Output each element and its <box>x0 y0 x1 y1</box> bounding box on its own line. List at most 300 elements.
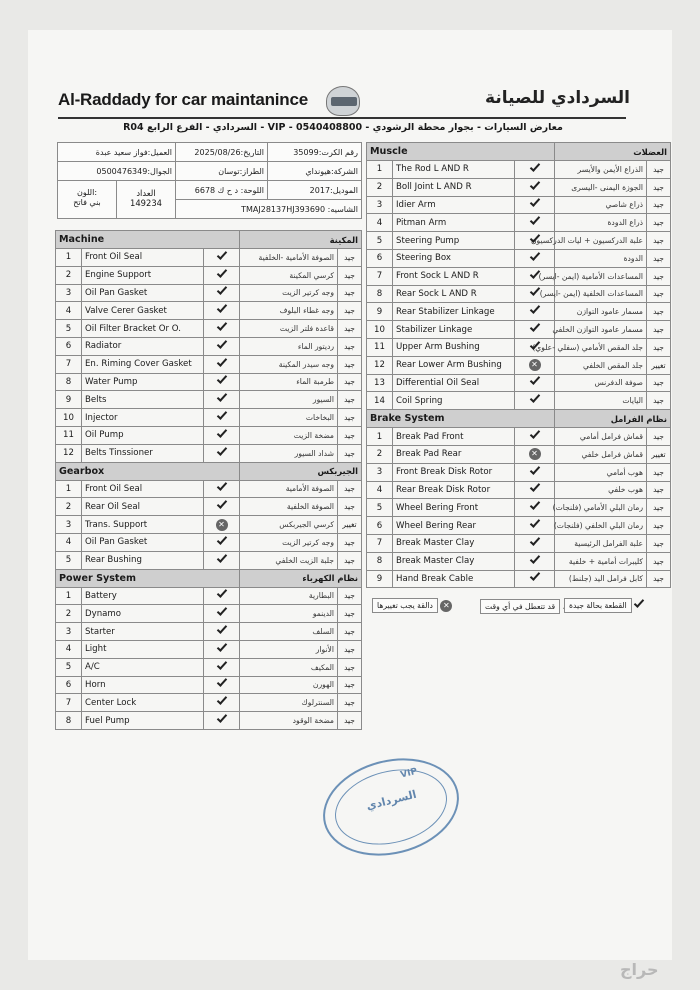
item-name-arabic: جلد المقص الخلفي <box>555 356 647 374</box>
condition-mark <box>515 481 555 499</box>
item-name: Rear Stabilizer Linkage <box>393 303 515 321</box>
condition-mark <box>204 658 240 676</box>
check-icon <box>216 338 226 349</box>
status-label: جيد <box>647 196 671 214</box>
condition-mark <box>204 284 240 302</box>
item-name: Differential Oil Seal <box>393 374 515 392</box>
condition-mark <box>515 570 555 588</box>
item-name-arabic: رديتور الماء <box>240 337 338 355</box>
company-stamp: VIP السردادي <box>313 745 470 870</box>
x-icon: ✕ <box>440 600 452 612</box>
item-name: En. Riming Cover Gasket <box>82 355 204 373</box>
condition-mark <box>515 321 555 339</box>
section-title-arabic: العضلات <box>555 143 671 161</box>
row-number: 8 <box>56 712 82 730</box>
row-number: 7 <box>367 267 393 285</box>
status-label: جيد <box>338 676 362 694</box>
condition-mark <box>204 320 240 338</box>
item-name: Light <box>82 640 204 658</box>
section-header <box>367 143 671 161</box>
check-icon <box>216 356 226 367</box>
checklist-row <box>56 605 362 623</box>
status-label: جيد <box>647 232 671 250</box>
item-name: Wheel Bering Front <box>393 499 515 517</box>
checklist-row <box>367 499 671 517</box>
row-number: 13 <box>367 374 393 392</box>
header-divider <box>58 117 626 119</box>
checklist-row <box>367 303 671 321</box>
status-label: جيد <box>647 338 671 356</box>
row-number: 1 <box>367 161 393 179</box>
item-name: Front Sock L AND R <box>393 267 515 285</box>
item-name-arabic: قماش فرامل أمامي <box>555 428 647 446</box>
row-number: 10 <box>56 409 82 427</box>
condition-mark <box>204 605 240 623</box>
checklist-row <box>367 249 671 267</box>
item-name: Trans. Support <box>82 516 204 534</box>
row-number: 14 <box>367 392 393 410</box>
check-icon <box>634 597 644 608</box>
checklist-row <box>367 196 671 214</box>
item-name-arabic: المساعدات الخلفية (ايمن -ايسر) <box>555 285 647 303</box>
x-icon: ✕ <box>529 448 541 460</box>
condition-mark <box>515 463 555 481</box>
check-icon <box>216 481 226 492</box>
checklist-row <box>367 178 671 196</box>
condition-mark <box>204 551 240 569</box>
checklist-row <box>367 517 671 535</box>
checklist-row <box>56 712 362 730</box>
condition-mark <box>204 712 240 730</box>
condition-mark <box>204 516 240 534</box>
status-label: جيد <box>647 428 671 446</box>
item-name-arabic: هوب أمامي <box>555 463 647 481</box>
checklist-row <box>367 214 671 232</box>
item-name: Hand Break Cable <box>393 570 515 588</box>
condition-mark <box>515 534 555 552</box>
section-header <box>56 231 362 249</box>
status-label: جيد <box>647 178 671 196</box>
section-header <box>56 462 362 480</box>
row-number: 9 <box>56 391 82 409</box>
item-name: Starter <box>82 623 204 641</box>
item-name: Rear Break Disk Rotor <box>393 481 515 499</box>
checklist-row <box>367 161 671 179</box>
checklist-row <box>367 232 671 250</box>
legend-may-fail: قد تتعطل في أي وقت <box>480 598 575 620</box>
status-label: جيد <box>338 480 362 498</box>
row-number: 1 <box>56 587 82 605</box>
status-legend <box>368 598 658 620</box>
branch-address: R04 السردادي - الفرع الرابع - VIP - معارض السيارات - بجوار محطة الرشودي - 0540408800 <box>123 122 563 133</box>
status-label: جيد <box>647 374 671 392</box>
item-name-arabic: الدينمو <box>240 605 338 623</box>
item-name: Front Oil Seal <box>82 480 204 498</box>
item-name: Break Pad Front <box>393 428 515 446</box>
condition-mark <box>204 480 240 498</box>
checklist-row <box>56 302 362 320</box>
item-name: Center Lock <box>82 694 204 712</box>
customer-name: العميل:فواز سعيد عبدة <box>58 143 176 162</box>
checklist-row <box>56 480 362 498</box>
status-label: جيد <box>338 587 362 605</box>
checklist-row <box>56 391 362 409</box>
status-label: جيد <box>338 266 362 284</box>
condition-mark <box>204 676 240 694</box>
status-label: جيد <box>338 498 362 516</box>
check-icon <box>216 694 226 705</box>
model-year: الموديل:2017 <box>268 181 362 200</box>
status-label: جيد <box>647 392 671 410</box>
card-number: رقم الكرت:35099 <box>268 143 362 162</box>
item-name-arabic: الصوفة الأمامية -الخلفية <box>240 249 338 267</box>
vin-number: TMAJ28137HJ393690 :الشاسيه <box>176 200 362 219</box>
check-icon <box>216 659 226 670</box>
section-title-arabic: نظام الفرامل <box>555 410 671 428</box>
row-number: 2 <box>56 605 82 623</box>
item-name: Dynamo <box>82 605 204 623</box>
item-name: Battery <box>82 587 204 605</box>
row-number: 7 <box>367 534 393 552</box>
item-name: A/C <box>82 658 204 676</box>
row-number: 4 <box>367 214 393 232</box>
checklist-row <box>56 284 362 302</box>
row-number: 8 <box>367 285 393 303</box>
item-name-arabic: قاعدة فلتر الزيت <box>240 320 338 338</box>
item-name-arabic: طرمبة الماء <box>240 373 338 391</box>
brand-name-arabic: السردادي للصيانة <box>485 88 630 108</box>
row-number: 8 <box>367 552 393 570</box>
row-number: 6 <box>56 676 82 694</box>
item-name: Pitman Arm <box>393 214 515 232</box>
status-label: جيد <box>647 499 671 517</box>
condition-mark <box>204 373 240 391</box>
check-icon <box>529 571 539 582</box>
check-icon <box>216 320 226 331</box>
row-number: 3 <box>56 284 82 302</box>
item-name: Front Oil Seal <box>82 249 204 267</box>
check-icon <box>529 375 539 386</box>
inspection-date: التاريخ:2025/08/26 <box>176 143 268 162</box>
x-icon: ✕ <box>529 359 541 371</box>
condition-mark <box>515 303 555 321</box>
status-label: جيد <box>647 249 671 267</box>
item-name: Fuel Pump <box>82 712 204 730</box>
check-icon <box>216 445 226 456</box>
checklist-row <box>56 249 362 267</box>
condition-mark <box>204 266 240 284</box>
checklist-row <box>367 428 671 446</box>
checklist-row <box>367 392 671 410</box>
condition-mark <box>204 302 240 320</box>
right-checklist-table <box>366 142 671 588</box>
row-number: 6 <box>56 337 82 355</box>
row-number: 11 <box>367 338 393 356</box>
item-name-arabic: البطارية <box>240 587 338 605</box>
condition-mark <box>204 694 240 712</box>
row-number: 3 <box>367 463 393 481</box>
checklist-row <box>56 266 362 284</box>
row-number: 5 <box>56 551 82 569</box>
check-icon <box>529 482 539 493</box>
condition-mark <box>515 196 555 214</box>
status-label: جيد <box>647 321 671 339</box>
status-label: جيد <box>647 570 671 588</box>
checklist-row <box>56 694 362 712</box>
check-icon <box>216 641 226 652</box>
legend-good: القطعة بحالة جيدة <box>564 598 644 620</box>
row-number: 3 <box>56 623 82 641</box>
item-name-arabic: شداد السيور <box>240 444 338 462</box>
item-name: The Rod L AND R <box>393 161 515 179</box>
row-number: 2 <box>367 178 393 196</box>
row-number: 4 <box>56 302 82 320</box>
condition-mark <box>515 178 555 196</box>
condition-mark <box>204 587 240 605</box>
item-name-arabic: وجه كرتير الزيت <box>240 533 338 551</box>
brand-name-english: Al-Raddady for car maintanince <box>58 90 309 109</box>
section-title-arabic: الجيربكس <box>240 462 362 480</box>
status-label: جيد <box>338 426 362 444</box>
item-name-arabic: علبة الفرامل الرئيسية <box>555 534 647 552</box>
row-number: 5 <box>367 232 393 250</box>
condition-mark <box>515 249 555 267</box>
item-name-arabic: المساعدات الأمامية (ايمن -ايسر) <box>555 267 647 285</box>
checklist-row <box>367 338 671 356</box>
check-icon <box>216 588 226 599</box>
checklist-row <box>367 552 671 570</box>
condition-mark <box>515 552 555 570</box>
item-name-arabic: وجه سيدر المكينة <box>240 355 338 373</box>
item-name: Break Master Clay <box>393 534 515 552</box>
condition-mark <box>204 623 240 641</box>
section-title: Power System <box>56 569 240 587</box>
item-name-arabic: المكيف <box>240 658 338 676</box>
check-icon <box>529 197 539 208</box>
item-name-arabic: ذراع شاصي <box>555 196 647 214</box>
condition-mark <box>515 161 555 179</box>
item-name: Steering Pump <box>393 232 515 250</box>
vehicle-color: بني فاتح <box>73 198 101 207</box>
customer-mobile: الجوال:0500476349 <box>58 162 176 181</box>
checklist-row <box>367 374 671 392</box>
item-name: Coil Spring <box>393 392 515 410</box>
checklist-row <box>56 373 362 391</box>
checklist-row <box>56 676 362 694</box>
checklist-row <box>56 533 362 551</box>
vehicle-info-table <box>57 142 362 219</box>
check-icon <box>529 161 539 172</box>
check-icon <box>529 214 539 225</box>
checklist-row <box>367 267 671 285</box>
status-label: تغيير <box>647 356 671 374</box>
status-label: جيد <box>338 284 362 302</box>
item-name: Oil Pan Gasket <box>82 284 204 302</box>
check-icon <box>529 464 539 475</box>
status-label: جيد <box>338 409 362 427</box>
row-number: 6 <box>367 517 393 535</box>
vehicle-model: الطراز:توسان <box>176 162 268 181</box>
item-name-arabic: وجه غطاء البلوف <box>240 302 338 320</box>
item-name: Injector <box>82 409 204 427</box>
left-checklist-table <box>55 230 362 730</box>
item-name-arabic: قماش فرامل خلفي <box>555 445 647 463</box>
status-label: جيد <box>338 712 362 730</box>
check-icon <box>216 498 226 509</box>
item-name: Steering Box <box>393 249 515 267</box>
item-name-arabic: الصوفة الخلفية <box>240 498 338 516</box>
condition-mark <box>204 426 240 444</box>
item-name-arabic: كرسي المكينة <box>240 266 338 284</box>
condition-mark <box>515 517 555 535</box>
item-name: Idier Arm <box>393 196 515 214</box>
item-name-arabic: الجوزة اليمنى -اليسرى <box>555 178 647 196</box>
item-name-arabic: الدودة <box>555 249 647 267</box>
item-name-arabic: السيور <box>240 391 338 409</box>
row-number: 1 <box>367 428 393 446</box>
brand-logo-icon <box>326 86 360 116</box>
row-number: 2 <box>56 266 82 284</box>
item-name: Upper Arm Bushing <box>393 338 515 356</box>
status-label: جيد <box>338 444 362 462</box>
check-icon <box>216 267 226 278</box>
status-label: جيد <box>338 337 362 355</box>
section-title: Muscle <box>367 143 555 161</box>
checklist-row <box>56 337 362 355</box>
item-name: Engine Support <box>82 266 204 284</box>
item-name: Oil Pump <box>82 426 204 444</box>
row-number: 1 <box>56 480 82 498</box>
checklist-row <box>367 534 671 552</box>
item-name-arabic: علبة الدركسيون + ليات الدركسيون <box>555 232 647 250</box>
checklist-row <box>367 445 671 463</box>
status-label: جيد <box>338 373 362 391</box>
checklist-row <box>56 426 362 444</box>
item-name-arabic: السنترلوك <box>240 694 338 712</box>
item-name-arabic: مضخة الوقود <box>240 712 338 730</box>
row-number: 9 <box>367 303 393 321</box>
status-label: جيد <box>338 302 362 320</box>
checklist-row <box>367 285 671 303</box>
condition-mark <box>204 409 240 427</box>
item-name-arabic: جلبة الزيت الخلفي <box>240 551 338 569</box>
item-name-arabic: البخاخات <box>240 409 338 427</box>
item-name: Horn <box>82 676 204 694</box>
section-header <box>56 569 362 587</box>
status-label: جيد <box>338 623 362 641</box>
checklist-row <box>367 481 671 499</box>
row-number: 5 <box>56 658 82 676</box>
status-label: جيد <box>647 517 671 535</box>
check-icon <box>529 428 539 439</box>
check-icon <box>216 302 226 313</box>
check-icon <box>216 712 226 723</box>
status-label: جيد <box>338 249 362 267</box>
check-icon <box>529 250 539 261</box>
checklist-row <box>56 587 362 605</box>
row-number: 7 <box>56 694 82 712</box>
item-name-arabic: ذراع الدودة <box>555 214 647 232</box>
odometer-color-cell <box>58 181 176 219</box>
condition-mark <box>515 428 555 446</box>
item-name: Boll Joint L AND R <box>393 178 515 196</box>
status-label: جيد <box>338 551 362 569</box>
item-name-arabic: مسمار عامود التوازن الخلفي <box>555 321 647 339</box>
status-label: جيد <box>647 463 671 481</box>
condition-mark <box>204 391 240 409</box>
status-label: جيد <box>647 267 671 285</box>
item-name-arabic: اليايات <box>555 392 647 410</box>
checklist-row <box>56 498 362 516</box>
odometer-label: العداد <box>136 188 156 198</box>
checklist-row <box>367 321 671 339</box>
item-name-arabic: صوفة الدفرنس <box>555 374 647 392</box>
check-icon <box>216 409 226 420</box>
row-number: 12 <box>367 356 393 374</box>
check-icon <box>529 553 539 564</box>
condition-mark <box>204 444 240 462</box>
item-name: Break Pad Rear <box>393 445 515 463</box>
check-icon <box>529 303 539 314</box>
item-name-arabic: هوب خلفي <box>555 481 647 499</box>
section-title: Gearbox <box>56 462 240 480</box>
status-label: جيد <box>647 481 671 499</box>
item-name: Rear Lower Arm Bushing <box>393 356 515 374</box>
check-icon <box>529 499 539 510</box>
section-title: Machine <box>56 231 240 249</box>
status-label: جيد <box>338 694 362 712</box>
status-label: جيد <box>647 161 671 179</box>
item-name-arabic: مسمار عامود التوازن <box>555 303 647 321</box>
status-label: جيد <box>338 533 362 551</box>
check-icon <box>529 535 539 546</box>
check-icon <box>216 391 226 402</box>
check-icon <box>529 286 539 297</box>
item-name: Rear Sock L AND R <box>393 285 515 303</box>
item-name-arabic: كابل فرامل اليد (جلنط) <box>555 570 647 588</box>
checklist-row <box>56 409 362 427</box>
item-name: Stabilizer Linkage <box>393 321 515 339</box>
row-number: 10 <box>367 321 393 339</box>
condition-mark <box>515 445 555 463</box>
item-name-arabic: رمان البلي الخلفي (فلنجات) <box>555 517 647 535</box>
condition-mark <box>515 499 555 517</box>
item-name-arabic: رمان البلي الأمامي (فلنجات) <box>555 499 647 517</box>
condition-mark <box>515 392 555 410</box>
status-label: جيد <box>647 214 671 232</box>
watermark: حراج <box>620 960 659 979</box>
condition-mark <box>204 533 240 551</box>
status-label: جيد <box>338 391 362 409</box>
row-number: 2 <box>367 445 393 463</box>
item-name: Oil Pan Gasket <box>82 533 204 551</box>
item-name-arabic: الهورن <box>240 676 338 694</box>
row-number: 11 <box>56 426 82 444</box>
row-number: 8 <box>56 373 82 391</box>
row-number: 1 <box>56 249 82 267</box>
checklist-row <box>367 356 671 374</box>
item-name: Wheel Bering Rear <box>393 517 515 535</box>
check-icon <box>216 534 226 545</box>
odometer-value: 149234 <box>130 198 162 208</box>
check-icon <box>529 179 539 190</box>
item-name-arabic: الصوفة الأمامية <box>240 480 338 498</box>
check-icon <box>216 605 226 616</box>
item-name: Oil Filter Bracket Or O. <box>82 320 204 338</box>
row-number: 4 <box>56 640 82 658</box>
status-label: تغيير <box>338 516 362 534</box>
condition-mark <box>515 214 555 232</box>
